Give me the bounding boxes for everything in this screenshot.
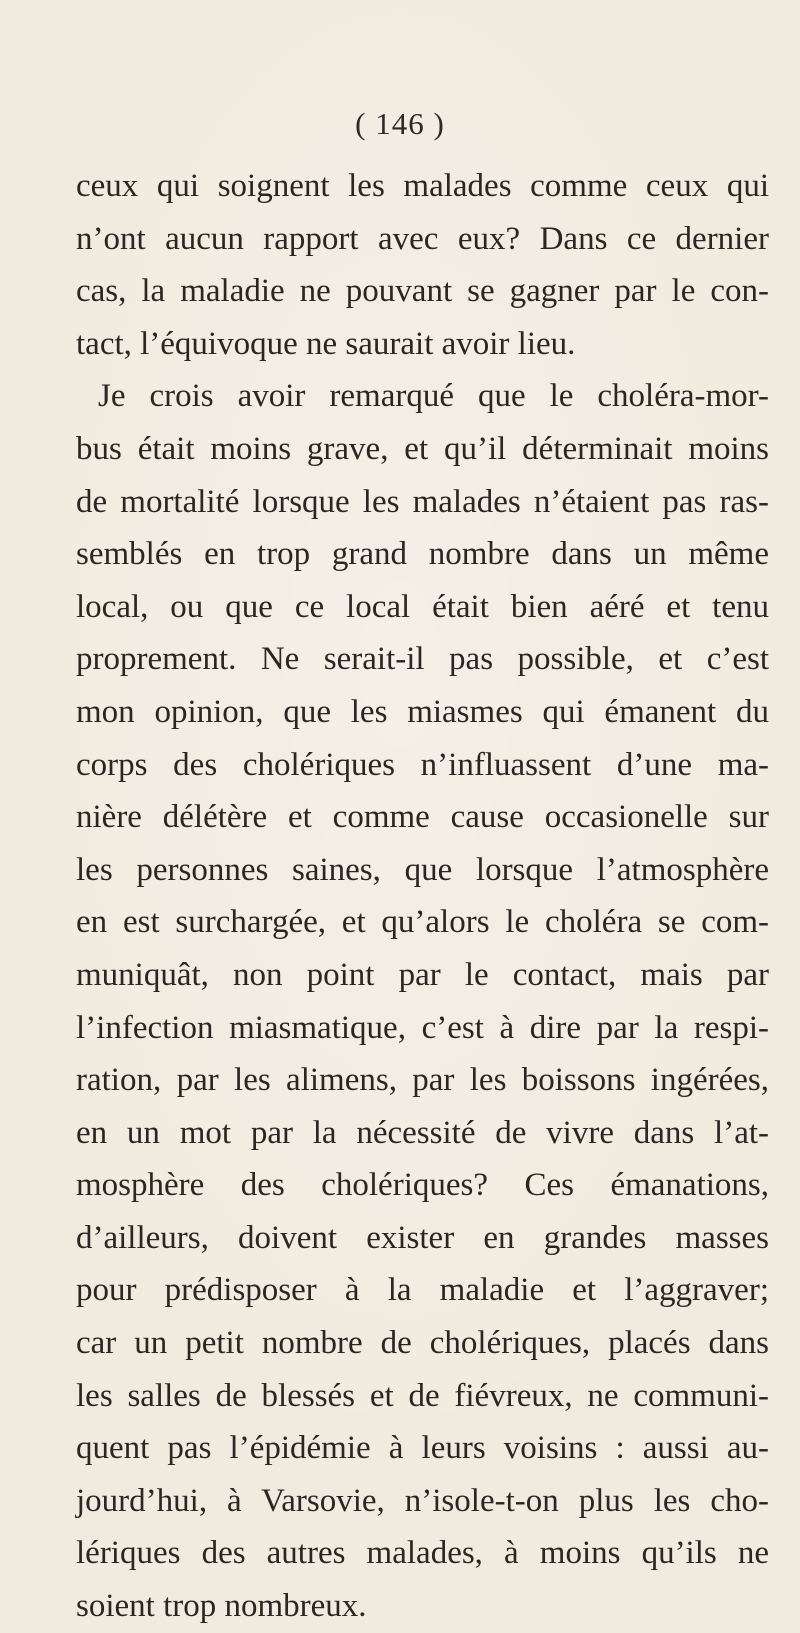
text-line: corps des cholériques n’influassent d’une ma- [76,746,769,783]
text-line: d’ailleurs, doivent exister en grandes masses [76,1219,769,1256]
text-line: mosphère des cholériques? Ces émanations, [76,1167,769,1204]
text-line: de mortalité lorsque les malades n’étaient pas ras- [76,483,769,520]
text-line: cas, la maladie ne pouvant se gagner par le con- [76,273,769,310]
text-line: en un mot par la nécessité de vivre dans l’at- [76,1114,769,1151]
text-line: ceux qui soignent les malades comme ceux qui [76,168,769,204]
text-line: mon opinion, que les miasmes qui émanent du [76,693,769,730]
text-line: nière délétère et comme cause occasionelle sur [76,799,769,836]
text-line: les salles de blessés et de fiévreux, ne communi- [76,1377,769,1414]
text-line: muniquât, non point par le contact, mais par [76,956,769,993]
paragraph-first-line: Je crois avoir remarqué que le choléra-mor- [98,378,769,415]
text-line: proprement. Ne serait-il pas possible, et c’est [76,641,769,678]
body-text [76,160,769,1633]
text-line: tact, l’équivoque ne saurait avoir lieu. [76,325,576,362]
text-line: l’infection miasmatique, c’est à dire par la respi- [76,1009,769,1046]
text-line: lériques des autres malades, à moins qu’ils ne [76,1535,769,1572]
text-line: pour prédisposer à la maladie et l’aggraver; [76,1272,769,1309]
text-line: local, ou que ce local était bien aéré et tenu [76,588,769,625]
text-line: quent pas l’épidémie à leurs voisins : aussi au- [76,1430,769,1467]
page-number: ( 146 ) [355,106,445,141]
text-line: car un petit nombre de cholériques, placés dans [76,1325,769,1362]
text-line: jourd’hui, à Varsovie, n’isole-t-on plus les cho- [76,1482,769,1519]
text-line: en est surchargée, et qu’alors le choléra se com- [76,904,769,941]
text-line: n’ont aucun rapport avec eux? Dans ce dernier [76,220,769,257]
text-line: bus était moins grave, et qu’il déterminait moins [76,430,769,467]
text-line: soient trop nombreux. [76,1588,367,1625]
text-line: les personnes saines, que lorsque l’atmosphère [76,851,769,888]
text-line: ration, par les alimens, par les boissons ingérées, [76,1062,769,1099]
text-line: semblés en trop grand nombre dans un même [76,536,769,573]
